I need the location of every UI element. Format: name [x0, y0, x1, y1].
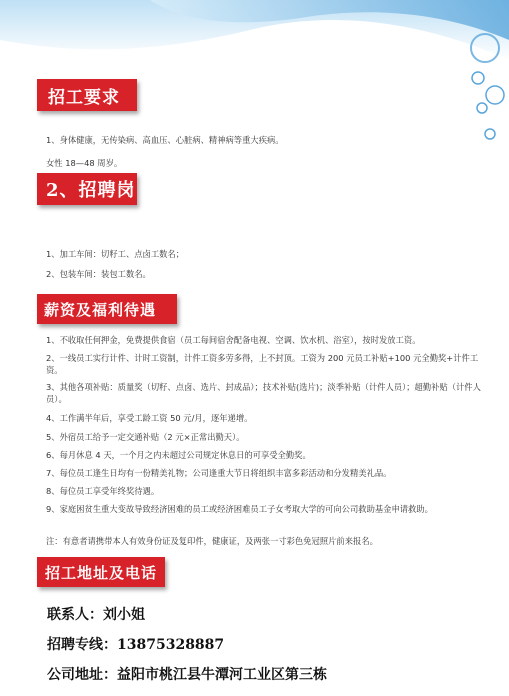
section-title: 招工地址及电话	[45, 563, 158, 582]
bubbles-decoration	[440, 0, 509, 150]
benefit-line: 2、一线员工实行计件、计时工资制，计件工资多劳多得，上不封顶。工资为 200 元员工补贴+100 元全勤奖+计件工资。	[46, 353, 479, 375]
position-line: 1、加工车间：切籽工、点卤工数名；	[46, 249, 185, 259]
benefit-line: 8、每位员工享受年终奖待遇。	[46, 486, 160, 496]
section-header-requirements	[37, 79, 137, 111]
decorative-wave-banner	[0, 0, 509, 150]
section-title: 薪资及福利待遇	[44, 300, 157, 319]
section-header-contact	[37, 557, 165, 587]
benefit-line: 1、不收取任何押金，免费提供食宿（员工每间宿舍配备电视、空调、饮水机、浴室），按时发放工资。	[46, 335, 421, 345]
recruitment-hotline: 招聘专线：13875328887	[47, 637, 225, 653]
requirement-line: 1、身体健康，无传染病、高血压、心脏病、精神病等重大疾病。	[46, 135, 284, 145]
benefit-line: 7、每位员工逢生日均有一份精美礼物；公司逢重大节日将组织丰富多彩活动和分发精美礼品。	[46, 468, 392, 478]
contact-person: 联系人：刘小姐	[47, 607, 145, 623]
section-title: 招工要求	[48, 87, 120, 108]
section-title: 2、招聘岗	[46, 180, 136, 201]
section-header-positions	[37, 173, 137, 205]
company-address: 公司地址：益阳市桃江县牛潭河工业区第三栋	[47, 667, 327, 683]
requirement-line: 女性 18—48 周岁。	[46, 158, 123, 168]
section-header-benefits	[37, 294, 177, 324]
position-line: 2、包装车间：装包工数名。	[46, 269, 151, 279]
benefit-line: 3、其他各项补贴：质量奖（切籽、点卤、选片、封成品）；技术补贴(选片)；淡季补贴（计件人员）；超勤补贴（计件人员）。	[46, 382, 481, 404]
benefit-line: 4、工作满半年后，享受工龄工资 50 元/月，逐年递增。	[46, 413, 253, 423]
benefit-line: 9、家庭困贫生重大变故导致经济困难的员工或经济困难员工子女考取大学的可向公司救助基金申请救助。	[46, 504, 433, 514]
benefit-line: 6、每月休息 4 天，一个月之内未超过公司规定休息日的可享受全勤奖。	[46, 450, 311, 460]
benefit-line: 5、外宿员工给予一定交通补贴（2 元×正常出勤天）。	[46, 432, 245, 442]
note-line: 注：有意者请携带本人有效身份证及复印件，健康证，及两张一寸彩色免冠照片前来报名。	[46, 536, 378, 546]
